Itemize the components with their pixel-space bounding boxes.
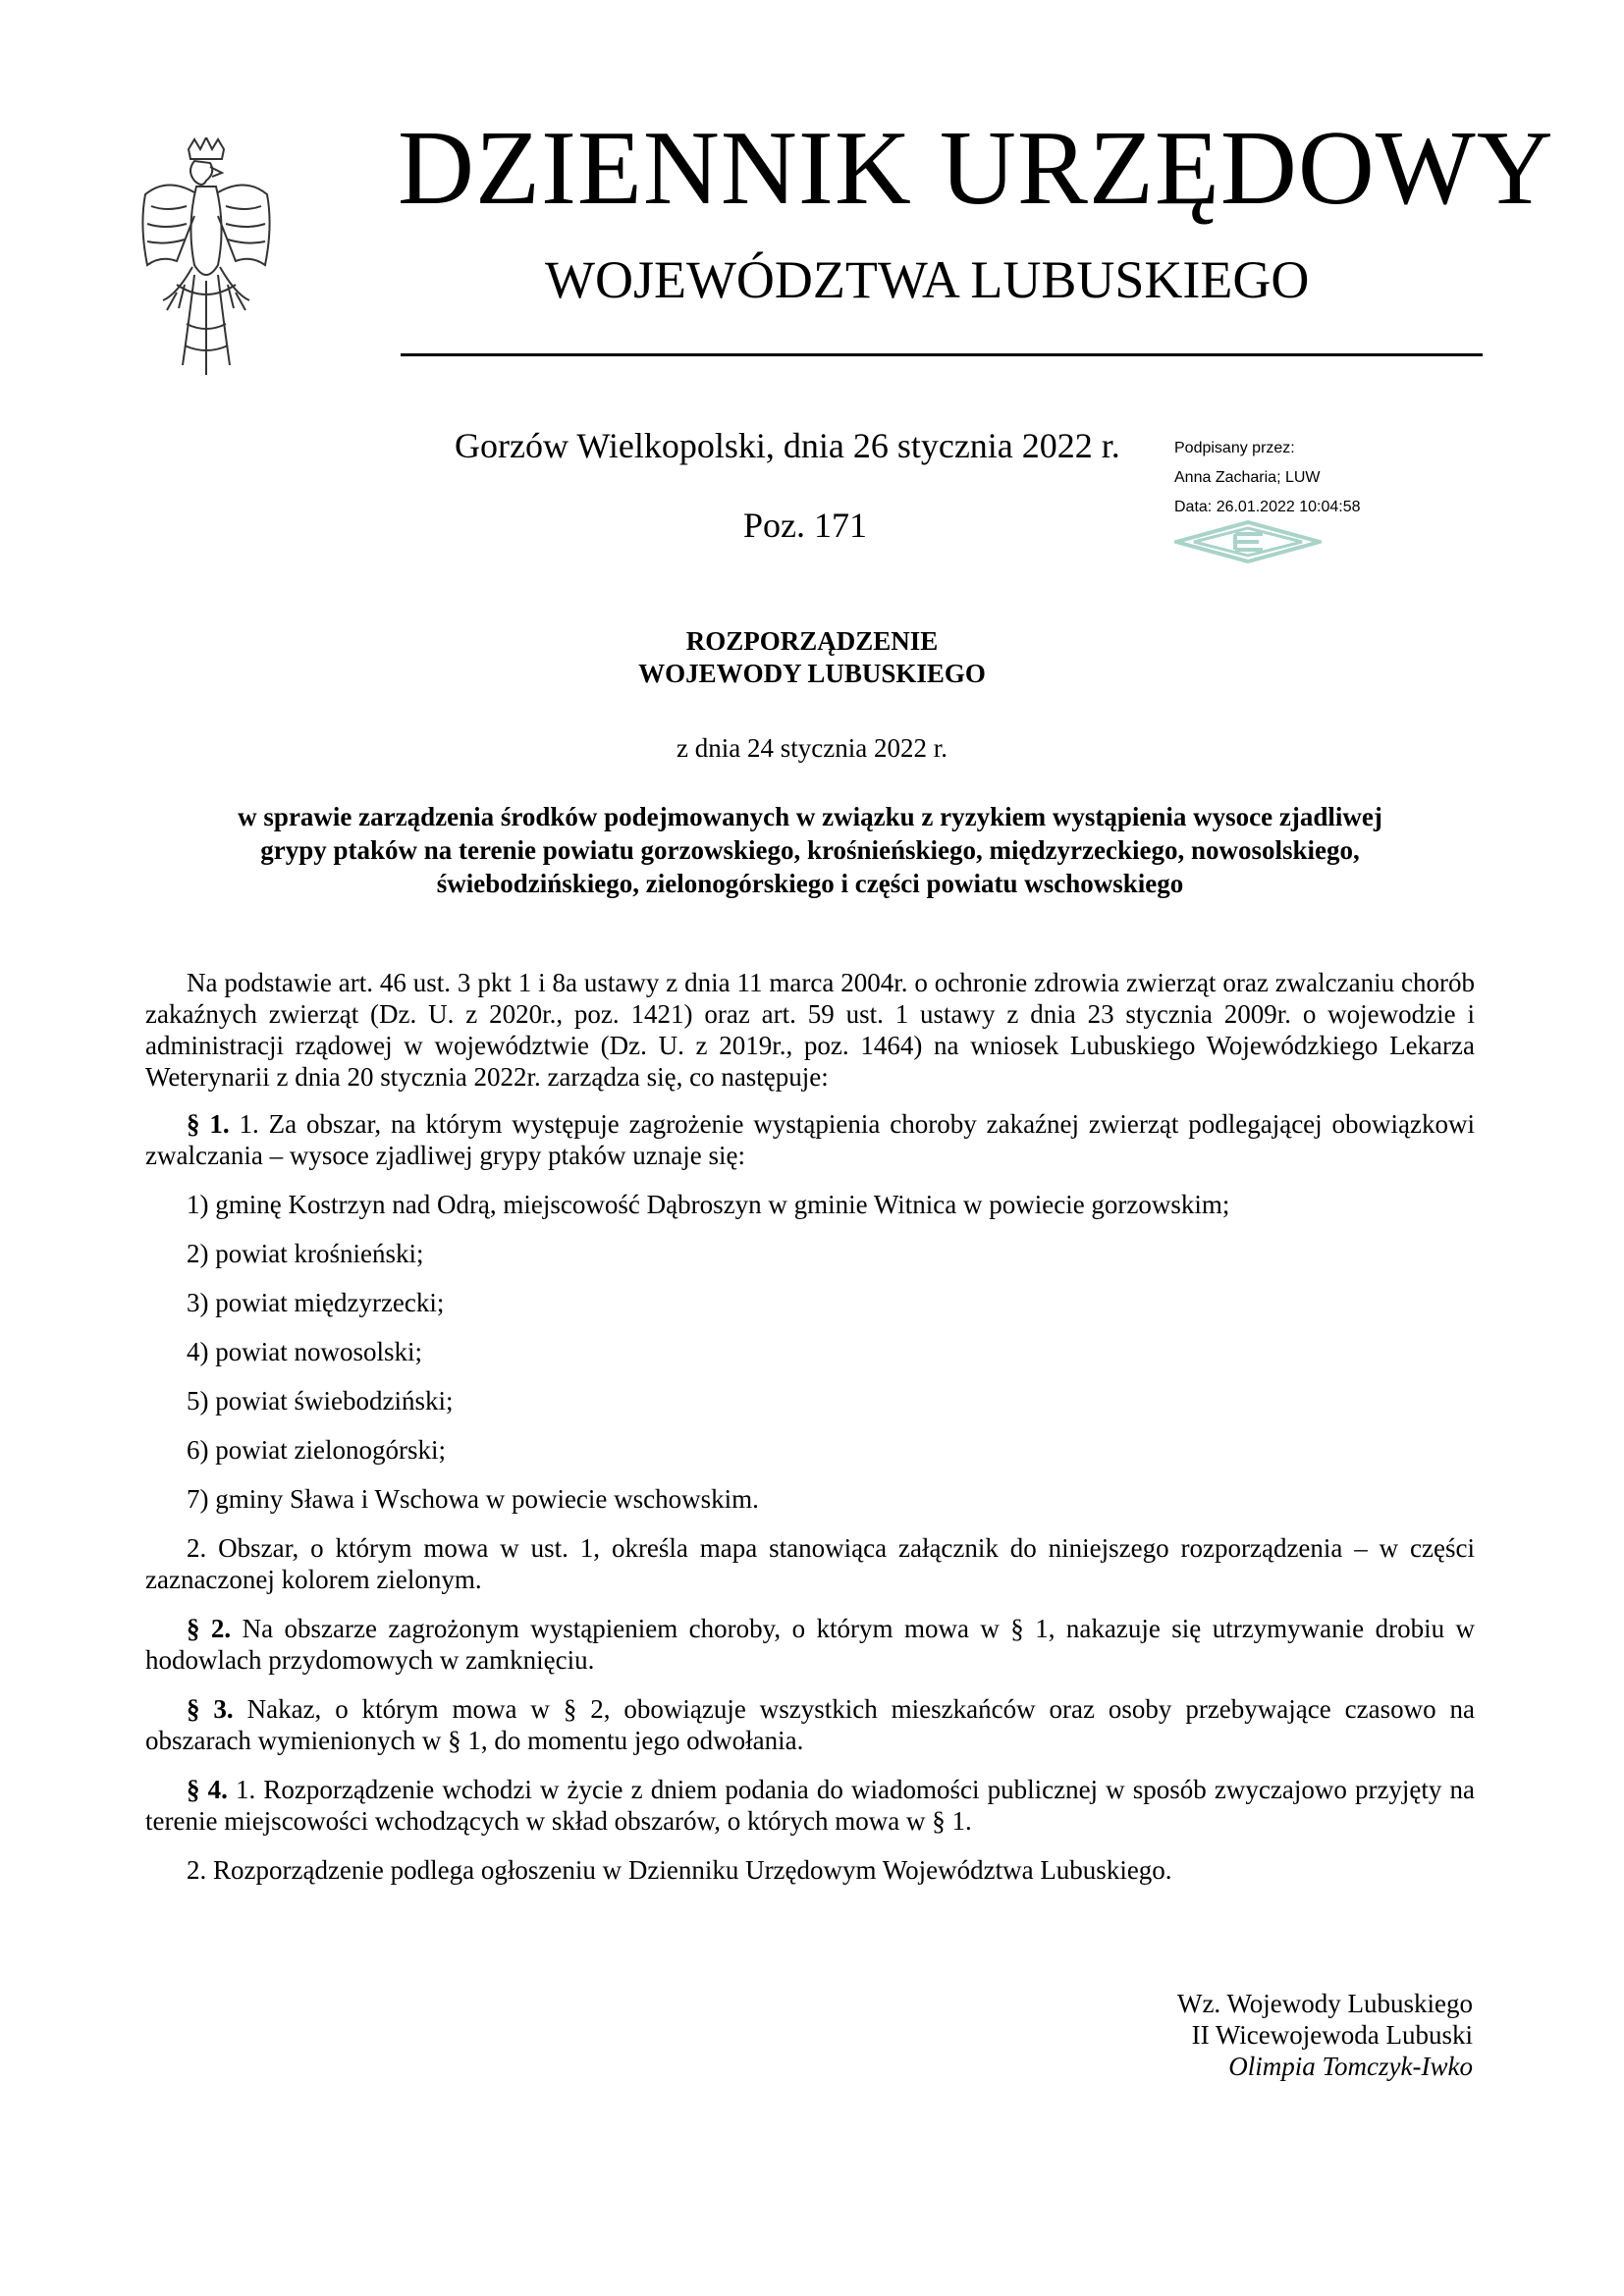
signature-signer: Anna Zacharia; LUW <box>1174 469 1321 486</box>
act-type: ROZPORZĄDZENIE <box>685 626 939 656</box>
sign-off-name: Olimpia Tomczyk-Iwko <box>1228 2052 1473 2081</box>
preamble: Na podstawie art. 46 ust. 3 pkt 1 i 8a ustawy z dnia 11 marca 2004r. o ochronie zdrowia zwierząt oraz zwalczaniu chorób zakaźnych zwierząt (Dz. U. z 2020r., poz. 1421) oraz art. 59 ust. 1 ustawy z dnia 23 stycznia 2009r. o wojewodzie i administracji rządowej w województwie (Dz. U. z 2019r., poz. 1464) na wniosek Lubuskiego Wojewódzkiego Lekarza Weterynarii z dnia 20 stycznia 2022r. zarządza się, co następuje: <box>145 968 1475 1092</box>
section-1-paragraph-2: 2. Obszar, o którym mowa w ust. 1, określa mapa stanowiąca załącznik do niniejszego rozporządzenia – w części zaznaczonej kolorem zielonym. <box>145 1533 1475 1594</box>
section-2-label: § 2. <box>187 1614 232 1643</box>
header-divider <box>401 353 1483 356</box>
list-item: 2) powiat krośnieński; <box>187 1239 424 1268</box>
section-2-text: Na obszarze zagrożonym wystąpieniem choroby, o którym mowa w § 1, nakazuje się utrzymywanie drobiu w hodowlach przydomowych w zamknięciu. <box>145 1614 1476 1675</box>
signature-signed-by-label: Podpisany przez: <box>1174 440 1295 456</box>
position-number: Poz. 171 <box>743 506 867 545</box>
journal-title: DZIENNIK URZĘDOWY <box>398 110 1554 227</box>
section-4-text: 1. Rozporządzenie wchodzi w życie z dniem podania do wiadomości publicznej w sposób zwyczajowo przyjęty na terenie miejscowości wchodzących w skład obszarów, o których mowa w § 1. <box>145 1775 1476 1836</box>
list-item: 1) gminę Kostrzyn nad Odrą, miejscowość Dąbroszyn w gminie Witnica w powiecie gorzowskim; <box>187 1190 1230 1219</box>
sign-off-block <box>982 1988 1473 2082</box>
electronic-signature-info <box>1174 441 1439 529</box>
act-date: z dnia 24 stycznia 2022 r. <box>677 733 947 763</box>
journal-subtitle: WOJEWÓDZTWA LUBUSKIEGO <box>545 250 1310 309</box>
section-4-label: § 4. <box>187 1775 228 1804</box>
section-4 <box>145 1774 1475 1837</box>
list-item: 3) powiat międzyrzecki; <box>187 1288 445 1317</box>
act-subject-line: w sprawie zarządzenia środków podejmowanych w związku z ryzykiem wystąpienia wysoce zjadliwej <box>238 802 1382 831</box>
sign-off-office: II Wicewojewoda Lubuski <box>1191 2020 1473 2050</box>
e-signature-mark-icon <box>1174 520 1322 563</box>
act-subject <box>147 800 1473 900</box>
sign-off-on-behalf: Wz. Wojewody Lubuskiego <box>1176 1989 1473 2018</box>
section-1-text: 1. Za obszar, na którym występuje zagrożenie wystąpienia choroby zakaźnej zwierząt podlegającej obowiązkowi zwalczania – wysoce zjadliwej grypy ptaków uznaje się: <box>145 1109 1476 1170</box>
section-1-label: § 1. <box>187 1109 230 1139</box>
section-3-label: § 3. <box>187 1694 234 1724</box>
act-subject-line: grypy ptaków na terenie powiatu gorzowskiego, krośnieńskiego, międzyrzeckiego, nowosolskiego, <box>260 835 1360 865</box>
list-item: 6) powiat zielonogórski; <box>187 1435 446 1465</box>
list-item: 5) powiat świebodziński; <box>187 1386 454 1415</box>
act-body <box>145 967 1475 1903</box>
section-3 <box>145 1693 1475 1756</box>
list-item: 7) gminy Sława i Wschowa w powiecie wschowskim. <box>187 1484 759 1514</box>
act-issuer: WOJEWODY LUBUSKIEGO <box>638 659 986 688</box>
signature-date: Data: 26.01.2022 10:04:58 <box>1174 499 1361 515</box>
publication-place-date: Gorzów Wielkopolski, dnia 26 stycznia 2022 r. <box>455 426 1120 465</box>
act-subject-line: świebodzińskiego, zielonogórskiego i części powiatu wschowskiego <box>436 869 1184 898</box>
section-1 <box>145 1108 1475 1171</box>
section-4-paragraph-2: 2. Rozporządzenie podlega ogłoszeniu w Dzienniku Urzędowym Województwa Lubuskiego. <box>187 1855 1172 1885</box>
section-3-text: Nakaz, o którym mowa w § 2, obowiązuje wszystkich mieszkańców oraz osoby przebywające czasowo na obszarach wymienionych w § 1, do momentu jego odwołania. <box>145 1694 1475 1755</box>
list-item: 4) powiat nowosolski; <box>187 1337 422 1366</box>
section-2 <box>145 1613 1475 1676</box>
white-eagle-emblem-icon <box>137 137 275 383</box>
